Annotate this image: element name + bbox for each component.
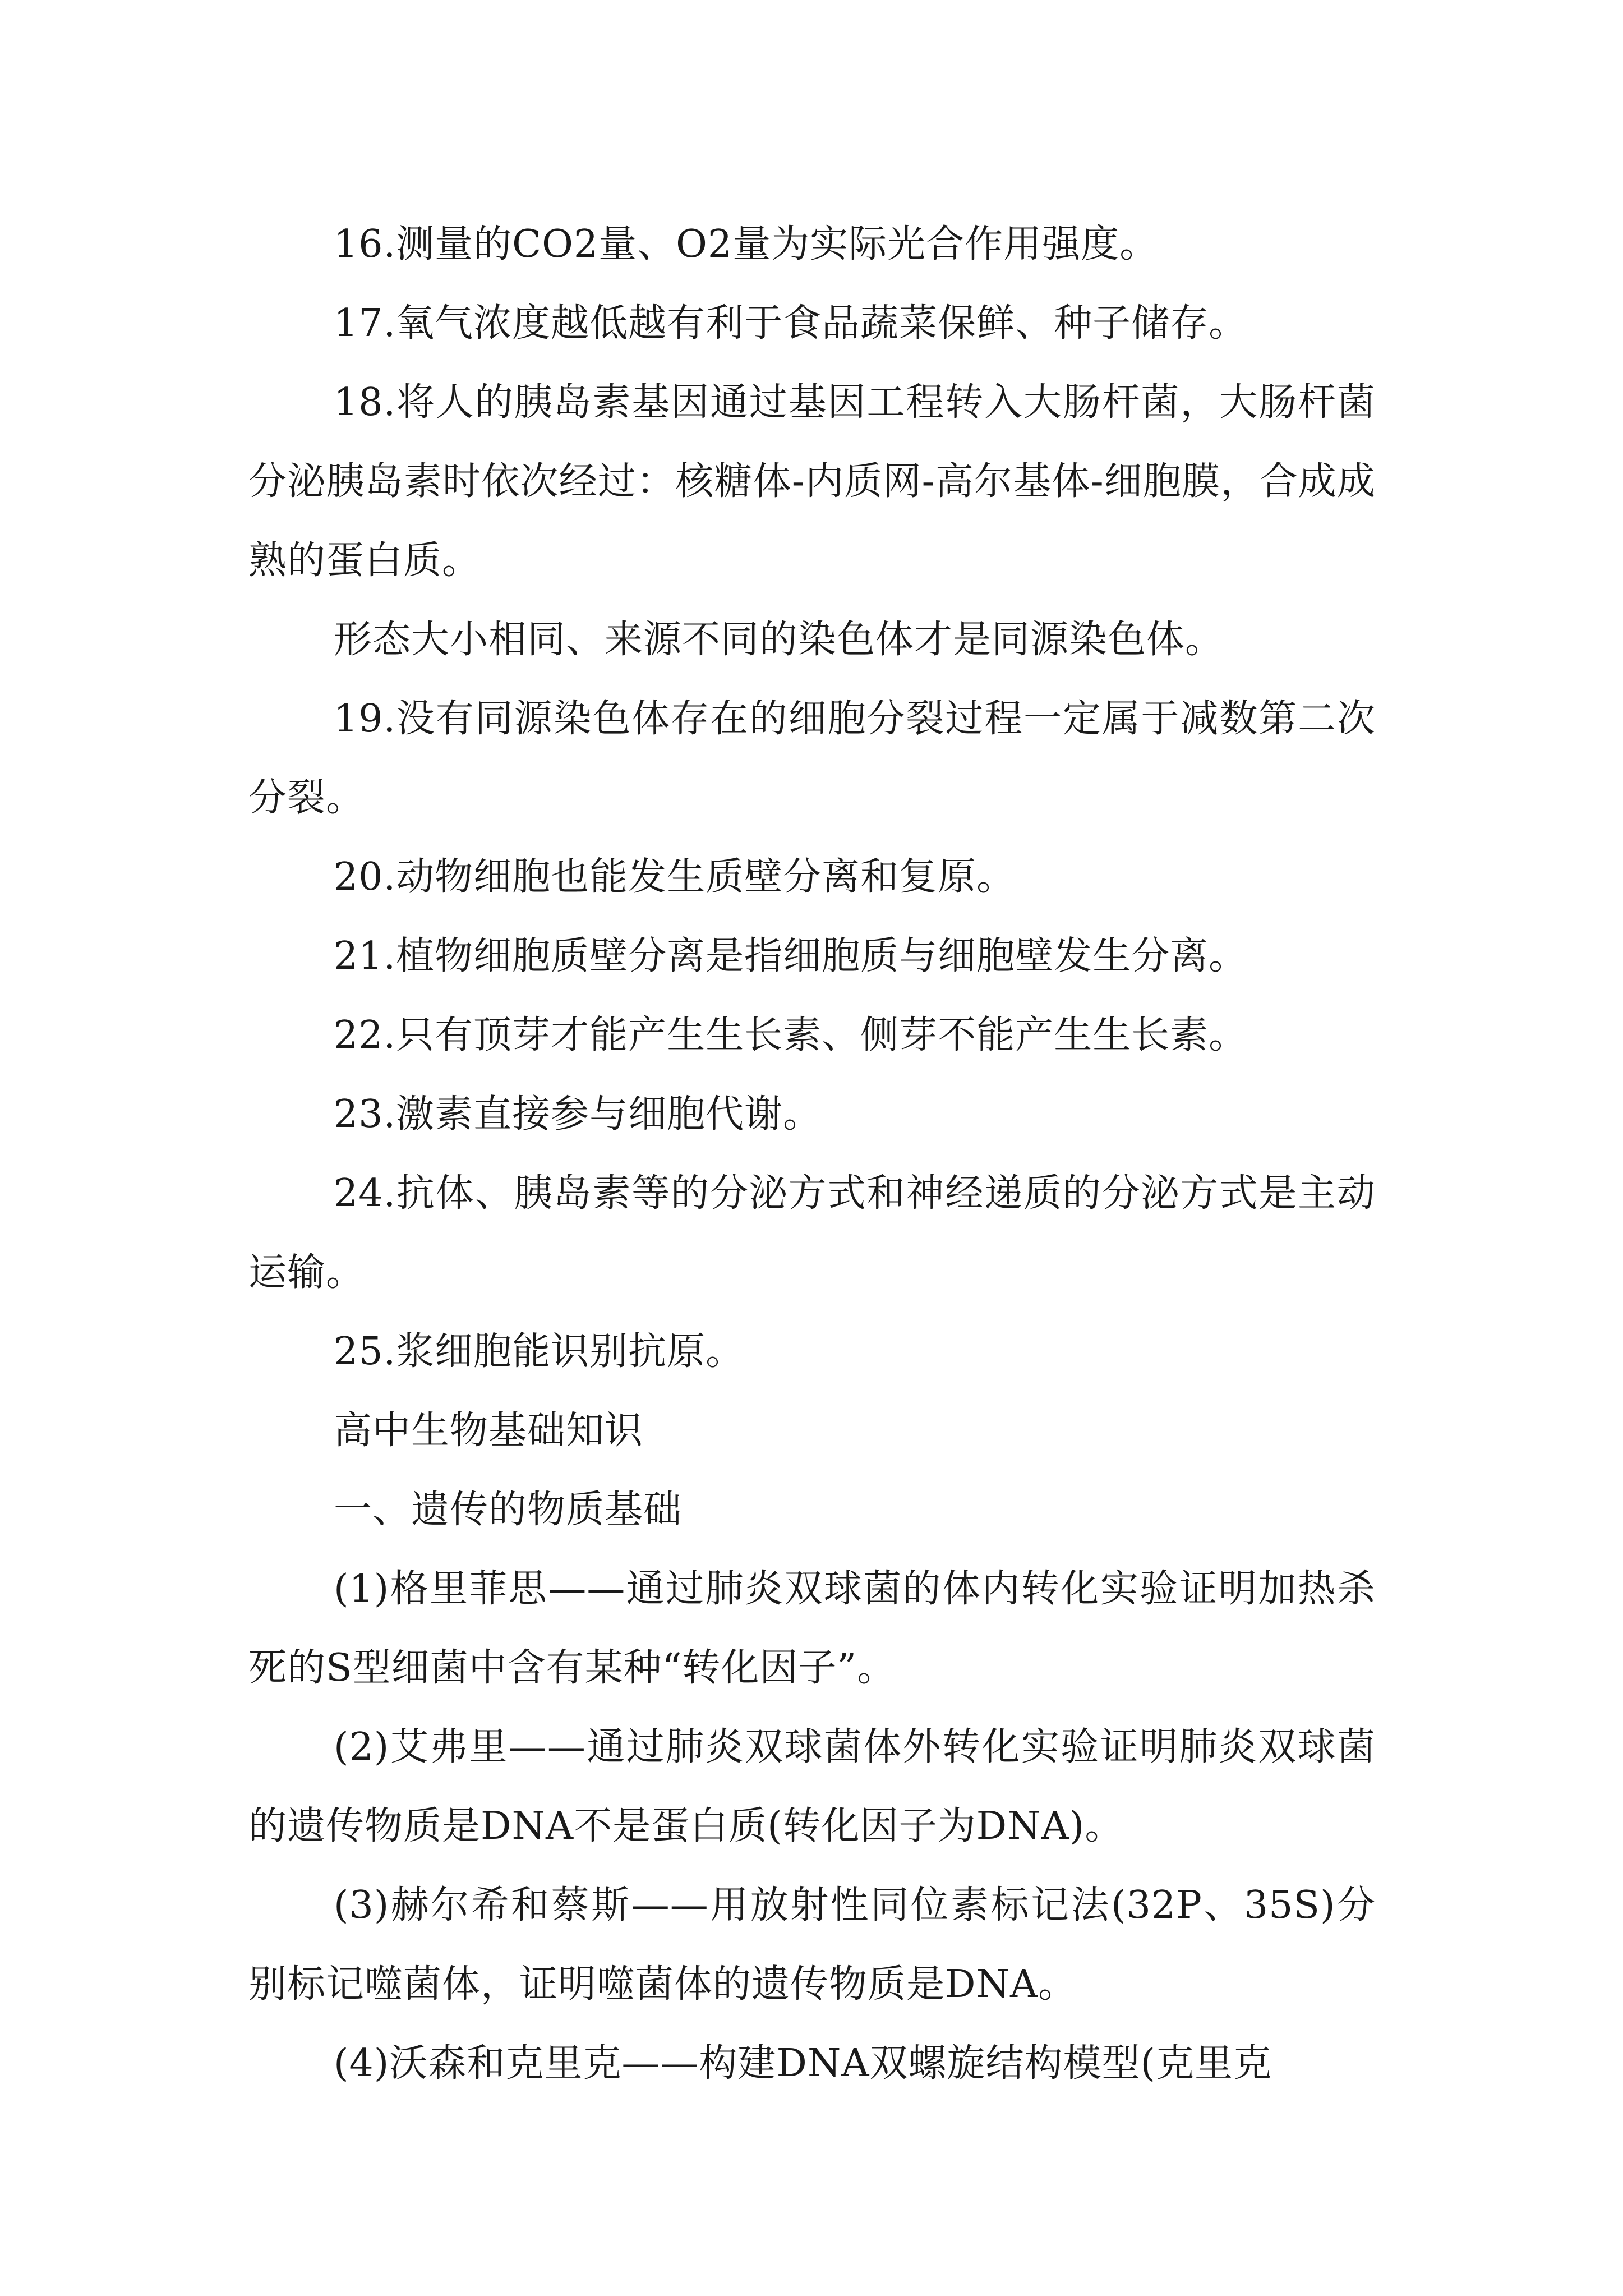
list-item-avery: (2)艾弗里——通过肺炎双球菌体外转化实验证明肺炎双球菌的遗传物质是DNA不是蛋白质(转化因子为DNA)。: [248, 1725, 1376, 1848]
paragraph-23: 23.激素直接参与细胞代谢。: [334, 1092, 822, 1137]
paragraph-24: 24.抗体、胰岛素等的分泌方式和神经递质的分泌方式是主动运输。: [248, 1171, 1376, 1295]
list-item-griffith: (1)格里菲思——通过肺炎双球菌的体内转化实验证明加热杀死的S型细菌中含有某种“转化因子”。: [248, 1567, 1376, 1690]
subsection-heading: 一、遗传的物质基础: [334, 1488, 683, 1532]
paragraph-homologous-chromosomes: 形态大小相同、来源不同的染色体才是同源染色体。: [334, 618, 1224, 662]
list-item-watson-crick: (4)沃森和克里克——构建DNA双螺旋结构模型(克里克: [334, 2041, 1272, 2086]
paragraph-16: 16.测量的CO2量、O2量为实际光合作用强度。: [334, 222, 1159, 266]
list-item-hershey-chase: (3)赫尔希和蔡斯——用放射性同位素标记法(32P、35S)分别标记噬菌体，证明噬菌体的遗传物质是DNA。: [248, 1883, 1376, 2007]
paragraph-21: 21.植物细胞质壁分离是指细胞质与细胞壁发生分离。: [334, 934, 1248, 978]
paragraph-22: 22.只有顶芽才能产生生长素、侧芽不能产生生长素。: [334, 1013, 1248, 1057]
paragraph-18: 18.将人的胰岛素基因通过基因工程转入大肠杆菌，大肠杆菌分泌胰岛素时依次经过：核糖体-内质网-高尔基体-细胞膜，合成成熟的蛋白质。: [248, 380, 1376, 583]
paragraph-17: 17.氧气浓度越低越有利于食品蔬菜保鲜、种子储存。: [334, 301, 1248, 346]
section-heading: 高中生物基础知识: [334, 1409, 644, 1453]
paragraph-25: 25.浆细胞能识别抗原。: [334, 1329, 745, 1374]
paragraph-20: 20.动物细胞也能发生质壁分离和复原。: [334, 855, 1016, 899]
paragraph-19: 19.没有同源染色体存在的细胞分裂过程一定属于减数第二次分裂。: [248, 697, 1376, 820]
document-body: [248, 205, 1376, 2103]
